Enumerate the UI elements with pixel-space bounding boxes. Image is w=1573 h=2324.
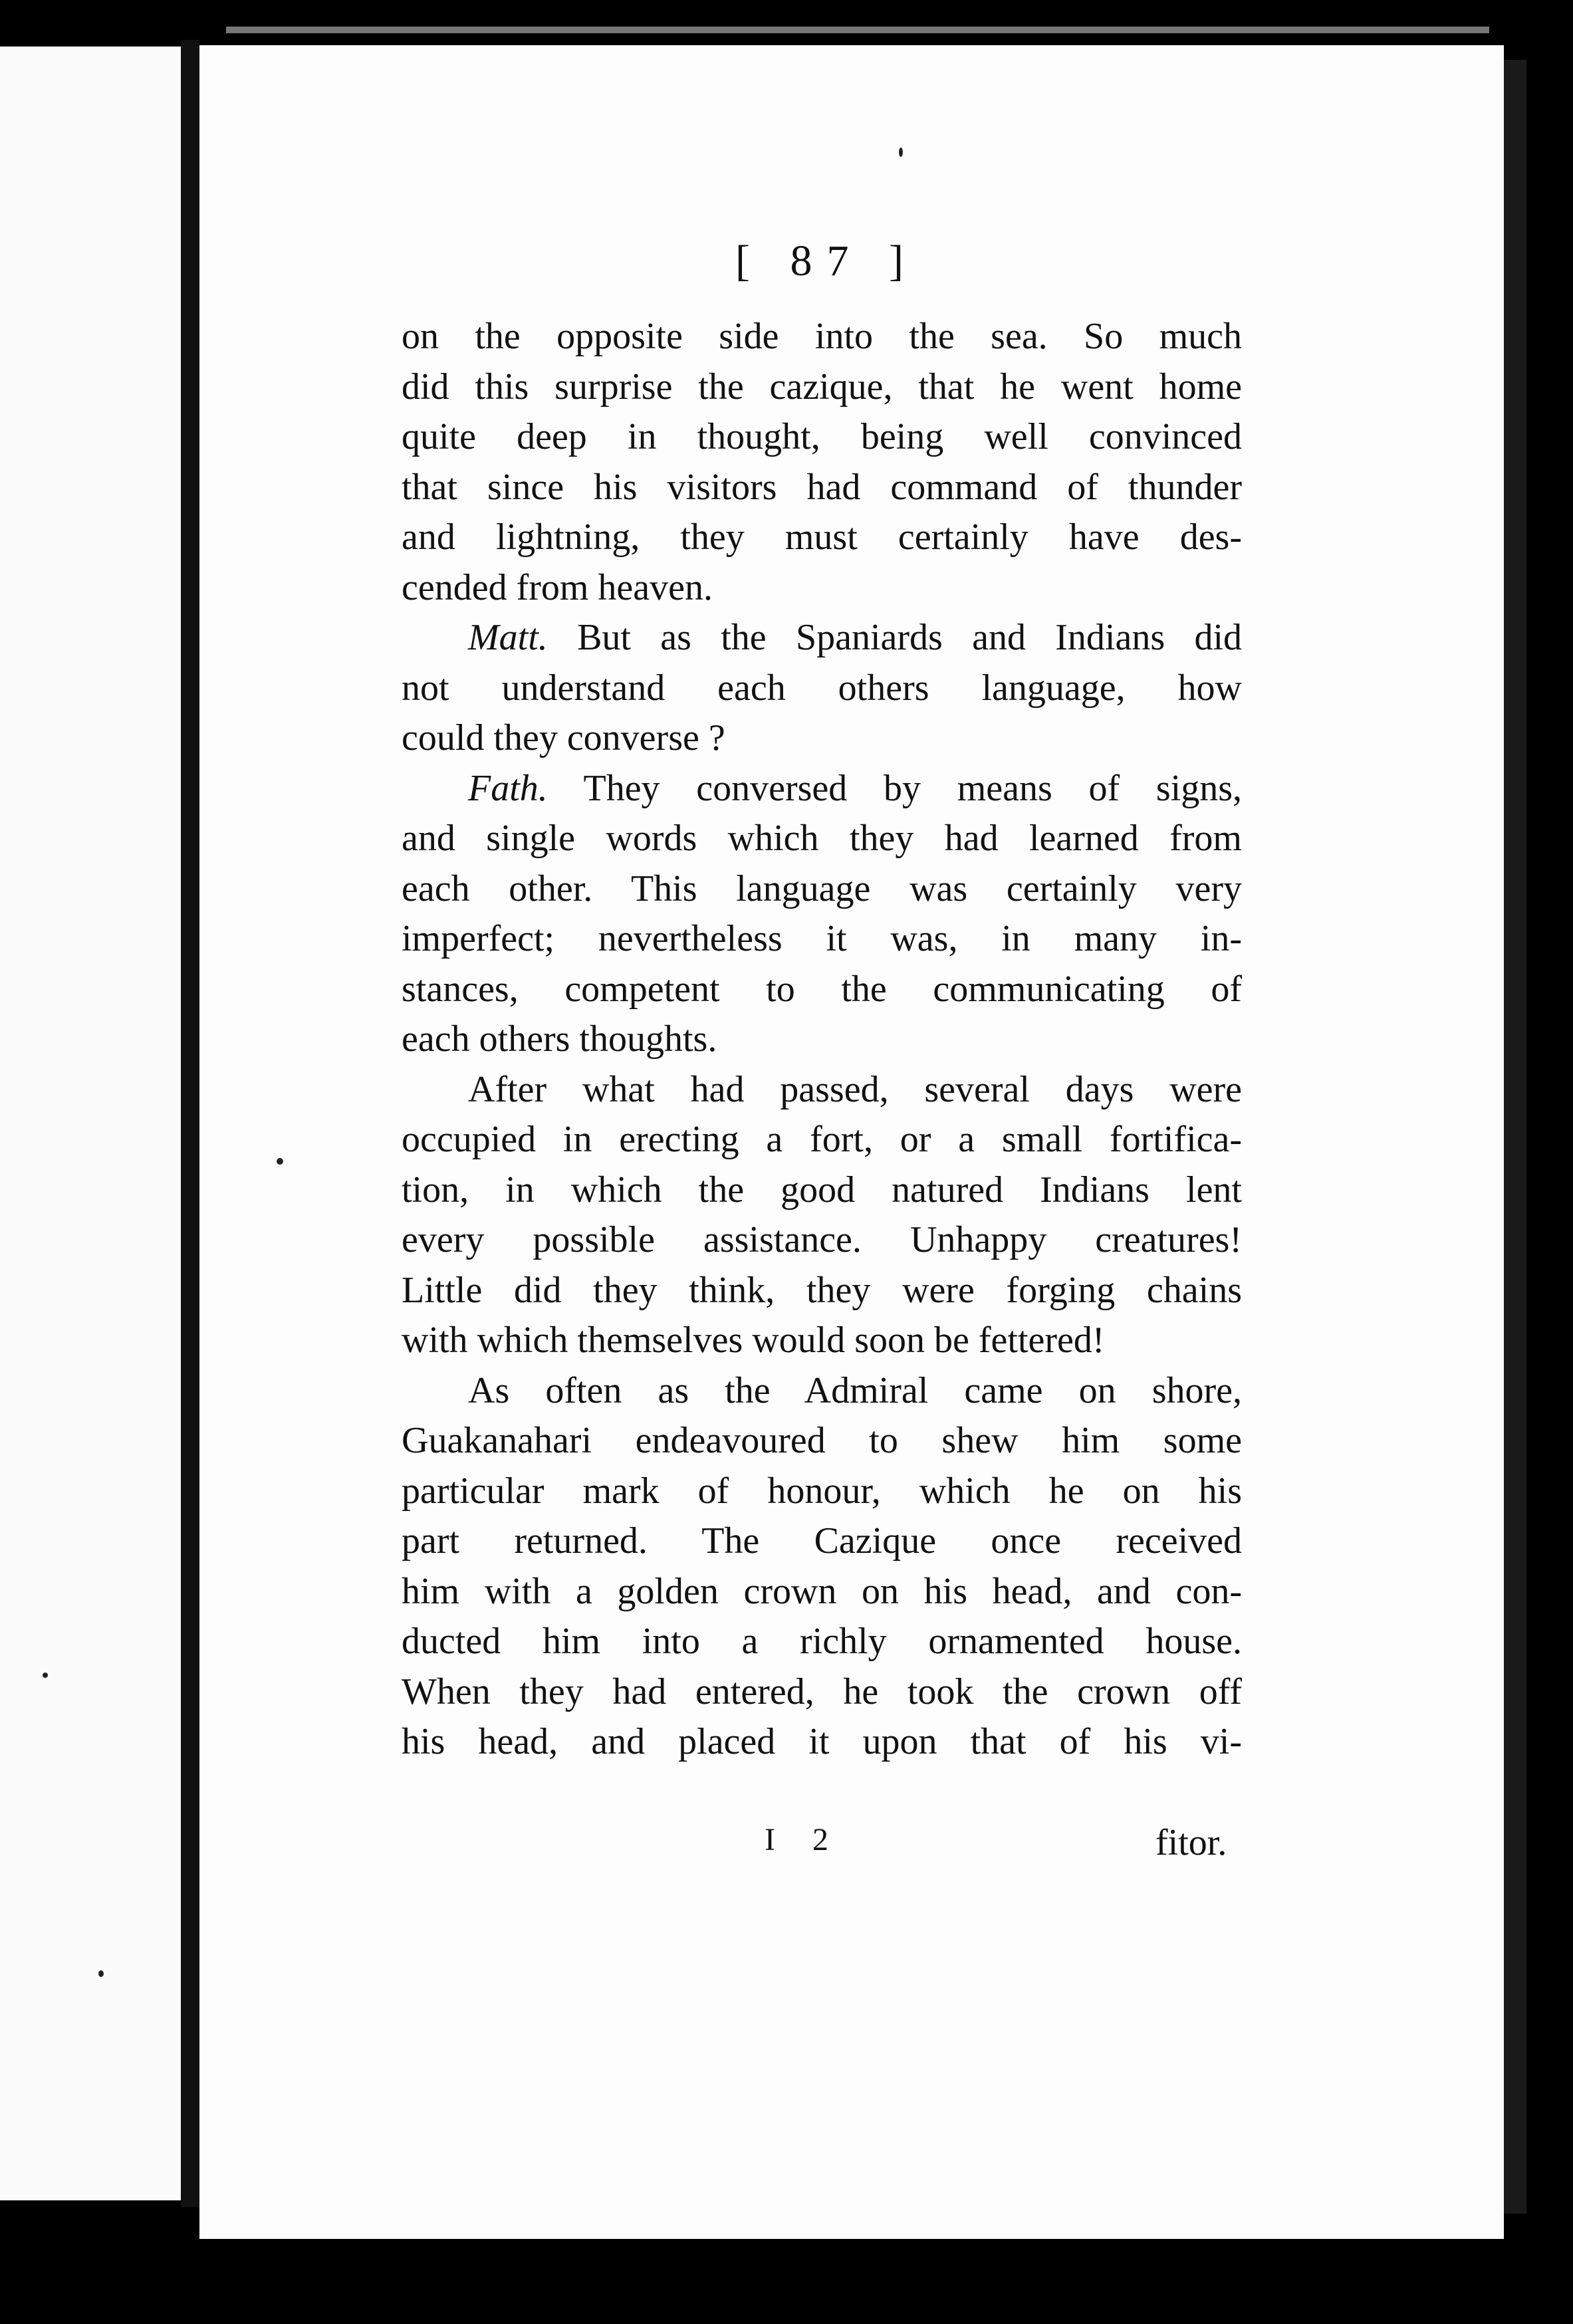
line-text: could they converse ? bbox=[402, 717, 725, 758]
text-line bbox=[402, 1570, 1242, 1612]
speaker-name: Fath. bbox=[468, 767, 548, 809]
line-text: quite deep in thought, being well convinced bbox=[402, 416, 1242, 457]
line-text: each others thoughts. bbox=[402, 1018, 717, 1060]
line-text: But as the Spaniards and Indians did bbox=[577, 617, 1242, 658]
line-text: not understand each others language, how bbox=[402, 667, 1242, 709]
text-line bbox=[402, 1522, 1242, 1560]
line-text: cended from heaven. bbox=[402, 566, 713, 608]
paper-speck bbox=[43, 1673, 48, 1678]
binding-gutter bbox=[181, 40, 199, 2207]
text-line bbox=[402, 1673, 1242, 1710]
text-line bbox=[402, 767, 1242, 809]
text-line bbox=[402, 920, 1242, 957]
page-number-header: [ 87 ] bbox=[735, 237, 918, 285]
text-line bbox=[402, 1020, 1242, 1058]
speaker-name: Matt. bbox=[468, 617, 548, 658]
paper-speck bbox=[277, 1158, 283, 1165]
line-text: They conversed by means of signs, bbox=[583, 767, 1242, 809]
page-right-edge bbox=[1504, 60, 1526, 2214]
text-line bbox=[402, 1269, 1242, 1311]
line-text: Guakanahari endeavoured to shew him some bbox=[402, 1420, 1242, 1461]
text-line bbox=[402, 1221, 1242, 1258]
line-text: on the opposite side into the sea. So much bbox=[402, 316, 1242, 357]
text-line bbox=[402, 1422, 1242, 1459]
paper-speck bbox=[899, 148, 903, 157]
text-line bbox=[402, 1623, 1242, 1660]
line-text: After what had passed, several days were bbox=[468, 1068, 1242, 1110]
line-text: him with a golden crown on his head, and con- bbox=[402, 1570, 1242, 1612]
text-line bbox=[402, 466, 1242, 508]
line-text: ducted him into a richly ornamented house. bbox=[402, 1621, 1242, 1662]
text-line bbox=[402, 519, 1242, 556]
text-line bbox=[402, 968, 1242, 1010]
line-text: with which themselves would soon be fettered! bbox=[402, 1320, 1105, 1361]
line-text: that since his visitors had command of thunder bbox=[402, 466, 1242, 508]
text-line bbox=[402, 418, 1242, 455]
signature-mark: I 2 bbox=[765, 1822, 843, 1857]
text-line bbox=[402, 719, 1242, 756]
line-text: tion, in which the good natured Indians lent bbox=[402, 1169, 1242, 1211]
text-line bbox=[402, 1121, 1242, 1158]
line-text: As often as the Admiral came on shore, bbox=[468, 1369, 1242, 1411]
line-text: part returned. The Cazique once received bbox=[402, 1520, 1242, 1562]
line-text: imperfect; nevertheless it was, in many in- bbox=[402, 918, 1242, 959]
page-top-edge bbox=[226, 27, 1489, 33]
line-text: did this surprise the cazique, that he went home bbox=[402, 366, 1242, 407]
line-text: every possible assistance. Unhappy creatures! bbox=[402, 1219, 1242, 1260]
catchword: fitor. bbox=[1155, 1822, 1227, 1863]
text-line bbox=[402, 1723, 1242, 1760]
line-text: When they had entered, he took the crown off bbox=[402, 1671, 1242, 1712]
line-text: and lightning, they must certainly have des- bbox=[402, 517, 1242, 558]
text-line bbox=[402, 1322, 1242, 1359]
text-line bbox=[402, 566, 1242, 608]
text-line bbox=[402, 1472, 1242, 1510]
text-line bbox=[402, 1171, 1242, 1209]
paper-speck bbox=[98, 1970, 104, 1977]
text-line bbox=[402, 318, 1242, 355]
text-line bbox=[402, 669, 1242, 707]
text-line bbox=[402, 820, 1242, 857]
text-line bbox=[402, 1369, 1242, 1411]
facing-page-edge bbox=[0, 47, 181, 2200]
line-text: stances, competent to the communicating of bbox=[402, 968, 1242, 1010]
text-line bbox=[402, 1068, 1242, 1110]
line-text: occupied in erecting a fort, or a small fortifica- bbox=[402, 1119, 1242, 1160]
text-line bbox=[402, 870, 1242, 907]
line-text: each other. This language was certainly very bbox=[402, 868, 1242, 909]
line-text: and single words which they had learned from bbox=[402, 818, 1242, 859]
text-line bbox=[402, 368, 1242, 406]
text-line bbox=[402, 619, 1242, 656]
line-text: his head, and placed it upon that of his vi- bbox=[402, 1721, 1242, 1762]
line-text: Little did they think, they were forging chains bbox=[402, 1269, 1242, 1311]
line-text: particular mark of honour, which he on his bbox=[402, 1470, 1242, 1512]
